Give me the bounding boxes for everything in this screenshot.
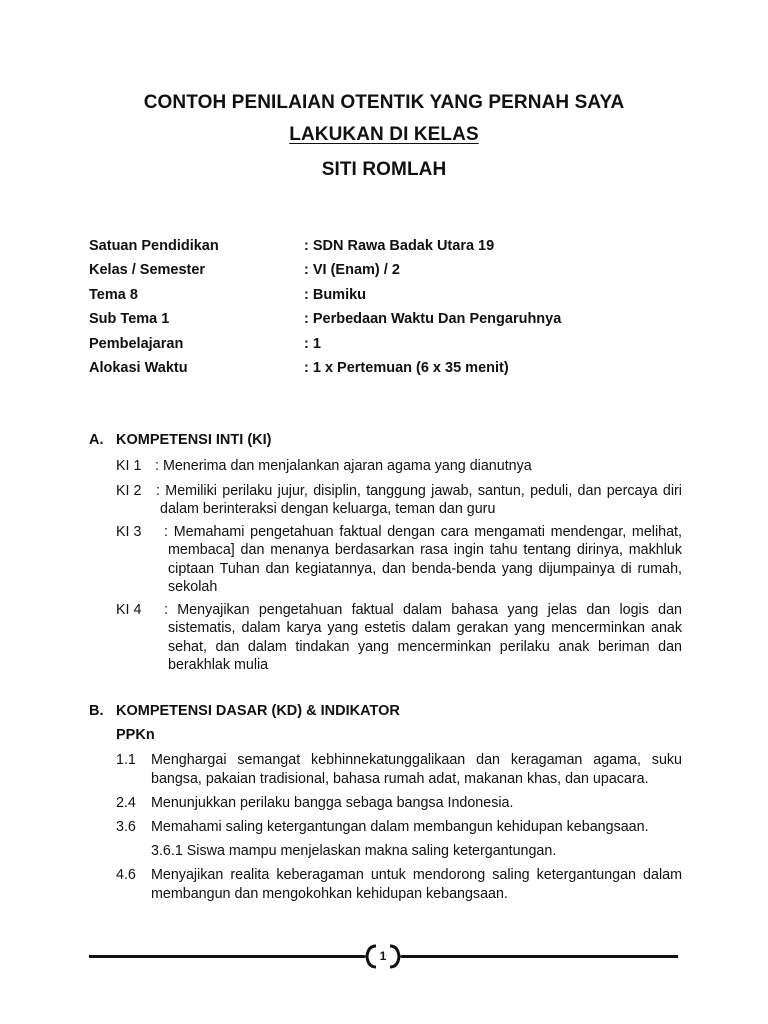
identity-row [89,237,689,261]
identity-value: : Bumiku [304,286,367,303]
identity-value: : VI (Enam) / 2 [304,262,400,279]
footer-rule-left [89,955,364,958]
kd-item [116,866,682,904]
identity-label: Pembelajaran [89,335,184,352]
identity-label: Tema 8 [89,286,138,303]
kd-number: 2.4 [116,795,136,811]
kd-number: 3.6 [116,819,136,835]
document-title-line-2-text: LAKUKAN DI KELAS [289,124,479,145]
kd-text: Memahami saling ketergantungan dalam membangun kehidupan kebangsaan. [151,819,649,835]
ki-label: KI 4 [116,602,142,618]
ki-item [116,523,682,597]
kd-text: Menghargai semangat kebhinnekatunggalikaan dan keragaman agama, suku bangsa, pakaian tradisional, bahasa rumah adat, makanan khas, dan upacara. [151,752,682,787]
identity-value: : 1 x Pertemuan (6 x 35 menit) [304,359,509,376]
kd-item [116,751,682,789]
identity-row [89,310,689,334]
ki-text: : Memahami pengetahuan faktual dengan cara mengamati mendengar, melihat, membaca] dan menanya berdasarkan rasa ingin tahu tentang dirinya, makhluk ciptaan Tuhan dan kegiatannya, dan benda-benda yang dijumpainya di rumah, sekolah [164,524,682,596]
section-a-letter: A. [89,432,104,448]
identity-row [89,261,689,285]
ki-item [116,601,682,675]
kd-text: Menunjukkan perilaku bangga sebaga bangsa Indonesia. [151,795,514,811]
document-title-line-2 [0,124,768,146]
footer-rule-right [402,955,678,958]
ki-item [116,482,682,519]
kd-item [116,794,682,813]
section-b-letter: B. [89,703,104,719]
kd-item [116,818,682,837]
ki-label: KI 1 [116,458,142,474]
ki-label: KI 3 [116,524,142,540]
ki-text: : Menerima dan menjalankan ajaran agama yang dianutnya [155,458,532,474]
document-title-line-1: CONTOH PENILAIAN OTENTIK YANG PERNAH SAYA [143,92,625,113]
identity-value: : 1 [304,335,321,352]
identity-table [89,237,689,383]
indicator-item: 3.6.1 Siswa mampu menjelaskan makna saling ketergantungan. [151,843,557,859]
ki-text: : Menyajikan pengetahuan faktual dalam bahasa yang jelas dan logis dan sistematis, dalam karya yang estetis dalam gerakan yang mencerminkan anak sehat, dan dalam tindakan yang mencerminkan perilaku anak beriman dan berakhlak mulia [164,602,682,674]
subject-heading: PPKn [116,727,155,743]
page-number: 1 [379,949,387,963]
identity-label: Satuan Pendidikan [89,238,219,254]
identity-label: Alokasi Waktu [89,359,188,376]
identity-row [89,286,689,310]
identity-row [89,359,689,383]
kd-text: Menyajikan realita keberagaman untuk mendorong saling ketergantungan dalam membangun dan mengokohkan kehidupan kebangsaan. [151,867,682,902]
section-a-title: KOMPETENSI INTI (KI) [116,432,272,448]
kd-number: 4.6 [116,867,136,883]
identity-value: : SDN Rawa Badak Utara 19 [304,238,495,254]
ki-text: : Memiliki perilaku jujur, disiplin, tanggung jawab, santun, peduli, dan percaya diri dalam berinteraksi dengan keluarga, teman dan guru [156,483,682,518]
section-b-title: KOMPETENSI DASAR (KD) & INDIKATOR [116,703,400,719]
ki-label: KI 2 [116,483,142,499]
identity-label: Sub Tema 1 [89,311,170,328]
kd-number: 1.1 [116,752,136,768]
identity-row [89,335,689,359]
page-number-badge [364,944,402,969]
author-name: SITI ROMLAH [321,159,447,180]
identity-label: Kelas / Semester [89,262,206,279]
identity-value: : Perbedaan Waktu Dan Pengaruhnya [304,311,562,328]
ki-item [116,457,682,475]
